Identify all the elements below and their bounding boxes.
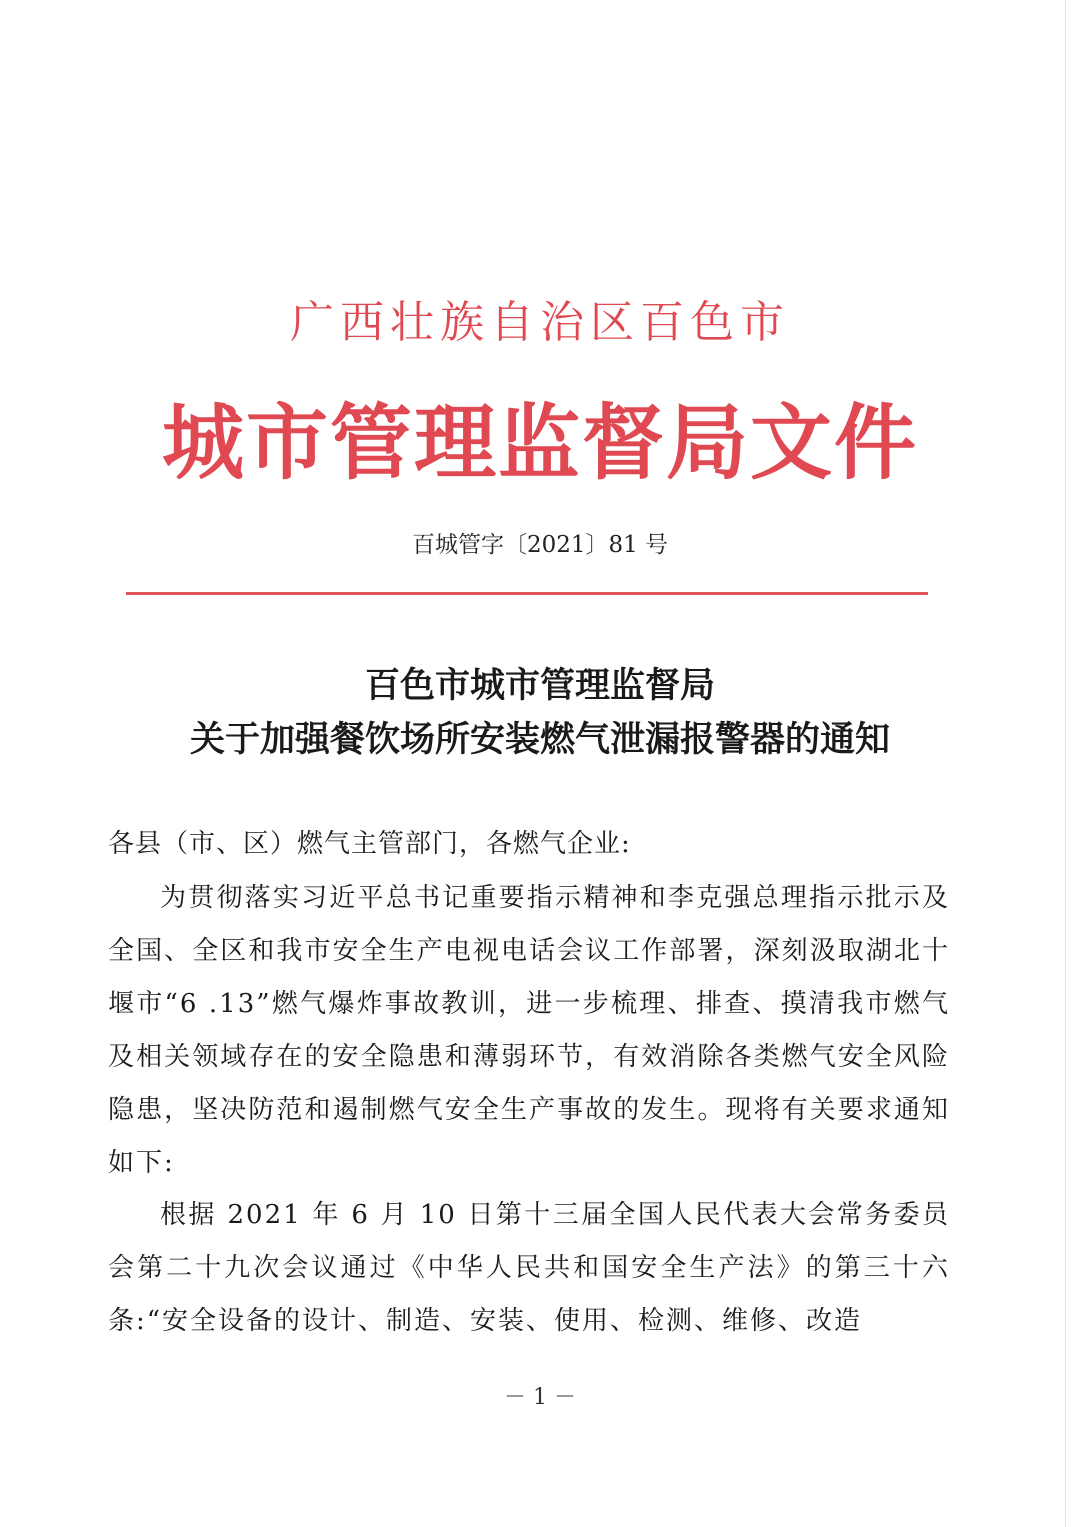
- document-header-title: 城市管理监督局文件: [161, 395, 918, 491]
- notice-title-line2: 关于加强餐饮场所安装燃气泄漏报警器的通知: [189, 719, 890, 760]
- page-number: － 1 －: [504, 1385, 576, 1410]
- issuer-name: 广西壮族自治区百色市: [290, 297, 790, 348]
- salutation: 各县（市、区）燃气主管部门，各燃气企业:: [108, 829, 631, 859]
- red-divider: [126, 592, 928, 595]
- document-number: 百城管字〔2021〕81 号: [411, 532, 669, 558]
- page-edge-line: [1065, 0, 1066, 1527]
- body-paragraph: 根据 2021 年 6 月 10 日第十三届全国人民代表大会常务委员会第二十九次会议通过《中华人民共和国安全生产法》的第三十六条:“安全设备的设计、制造、安装、使用、检测、维修、改造: [108, 1200, 950, 1336]
- body-paragraph: 为贯彻落实习近平总书记重要指示精神和李克强总理指示批示及全国、全区和我市安全生产电视电话会议工作部署，深刻汲取湖北十堰市“6 .13”燃气爆炸事故教训，进一步梳理、排查、摸清我市燃气及相关领域存在的安全隐患和薄弱环节，有效消除各类燃气安全风险隐患，坚决防范和遏制燃气安全生产事故的发生。现将有关要求通知如下:: [108, 883, 950, 1178]
- notice-title-line1: 百色市城市管理监督局: [364, 665, 715, 706]
